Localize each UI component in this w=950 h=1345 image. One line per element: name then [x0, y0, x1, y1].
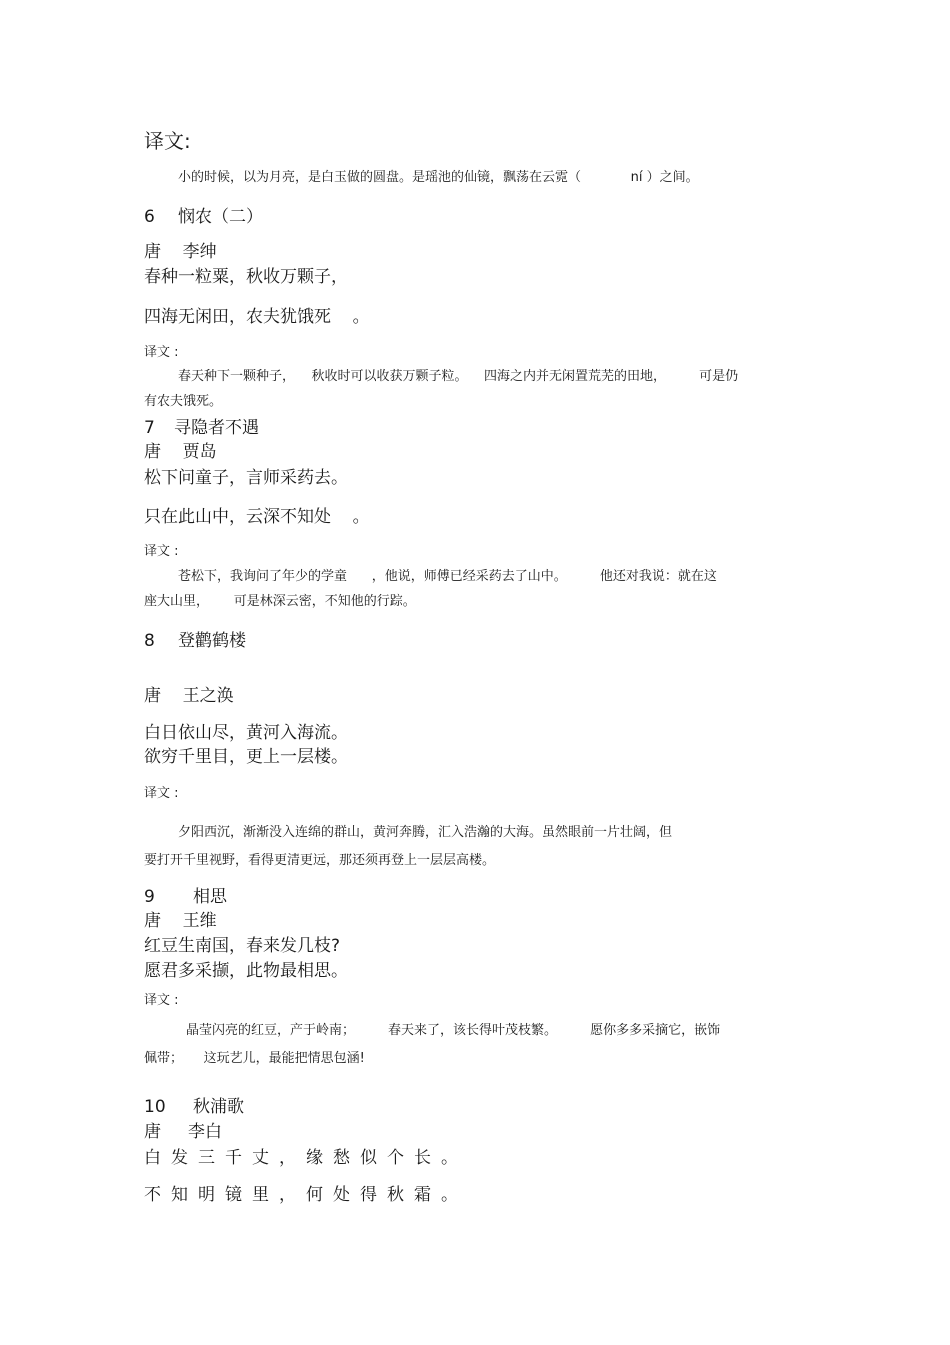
poem-7-translation-2: 座大山里， 可是林深云密，不知他的行踪。 — [144, 594, 416, 609]
poem-10-author: 唐 李白 — [144, 1122, 223, 1142]
poem-6-translation-2: 有农夫饿死。 — [144, 394, 223, 409]
poem-7-title: 寻隐者不遇 — [174, 418, 259, 438]
poem-8-title: 登鹳鹤楼 — [178, 631, 246, 651]
intro-translation: 小的时候，以为月亮，是白玉做的圆盘。是瑶池的仙镜，飘荡在云霓（ ní ）之间。 — [178, 170, 699, 185]
poem-8-translation-1: 夕阳西沉，渐渐没入连绵的群山，黄河奔腾，汇入浩瀚的大海。虽然眼前一片壮阔，但 — [178, 825, 673, 840]
poem-9-author: 唐 王维 — [144, 911, 217, 931]
poem-7-number: 7 — [144, 418, 155, 438]
poem-9-translation-label: 译文 : — [144, 993, 179, 1008]
poem-8-line-2: 欲穷千里目，更上一层楼。 — [144, 747, 348, 767]
poem-7-line-1: 松下问童子，言师采药去。 — [144, 468, 348, 488]
poem-9-number: 9 — [144, 887, 155, 907]
poem-10-number: 10 — [144, 1097, 166, 1117]
poem-8-author: 唐 王之涣 — [144, 686, 234, 706]
poem-6-number: 6 — [144, 207, 155, 227]
poem-10-line-1: 白发三千丈，缘愁似个长。 — [144, 1148, 468, 1168]
poem-9-line-1: 红豆生南国，春来发几枝? — [144, 936, 341, 956]
poem-8-line-1: 白日依山尽，黄河入海流。 — [144, 723, 348, 743]
poem-6-translation-1: 春天种下一颗种子， 秋收时可以收获万颗子粒。 四海之内并无闲置荒芜的田地， 可是仍 — [178, 369, 739, 384]
poem-10-title: 秋浦歌 — [193, 1097, 244, 1117]
poem-7-translation-label: 译文 : — [144, 544, 179, 559]
poem-8-translation-label: 译文 : — [144, 786, 179, 801]
poem-7-author: 唐 贾岛 — [144, 442, 217, 462]
poem-6-translation-label: 译文 : — [144, 345, 179, 360]
poem-6-author: 唐 李绅 — [144, 242, 217, 262]
poem-9-title: 相思 — [193, 887, 227, 907]
poem-9-translation-2: 佩带； 这玩艺儿，最能把情思包涵! — [144, 1051, 365, 1066]
poem-6-line-1: 春种一粒粟，秋收万颗子， — [144, 267, 348, 287]
poem-6-line-2: 四海无闲田，农夫犹饿死 。 — [144, 307, 370, 327]
poem-10-line-2: 不知明镜里，何处得秋霜。 — [144, 1185, 468, 1205]
poem-6-title: 悯农（二） — [178, 207, 263, 227]
poem-9-line-2: 愿君多采撷，此物最相思。 — [144, 961, 348, 981]
poem-8-translation-2: 要打开千里视野，看得更清更远，那还须再登上一层层高楼。 — [144, 853, 496, 868]
poem-7-line-2: 只在此山中，云深不知处 。 — [144, 507, 370, 527]
poem-7-translation-1: 苍松下，我询问了年少的学童 ，他说，师傅已经采药去了山中。 他还对我说：就在这 — [178, 569, 717, 584]
poem-8-number: 8 — [144, 631, 155, 651]
poem-9-translation-1: 晶莹闪亮的红豆，产于岭南； 春天来了，该长得叶茂枝繁。 愿你多多采摘它，嵌饰 — [186, 1023, 721, 1038]
intro-label: 译文: — [144, 129, 191, 153]
